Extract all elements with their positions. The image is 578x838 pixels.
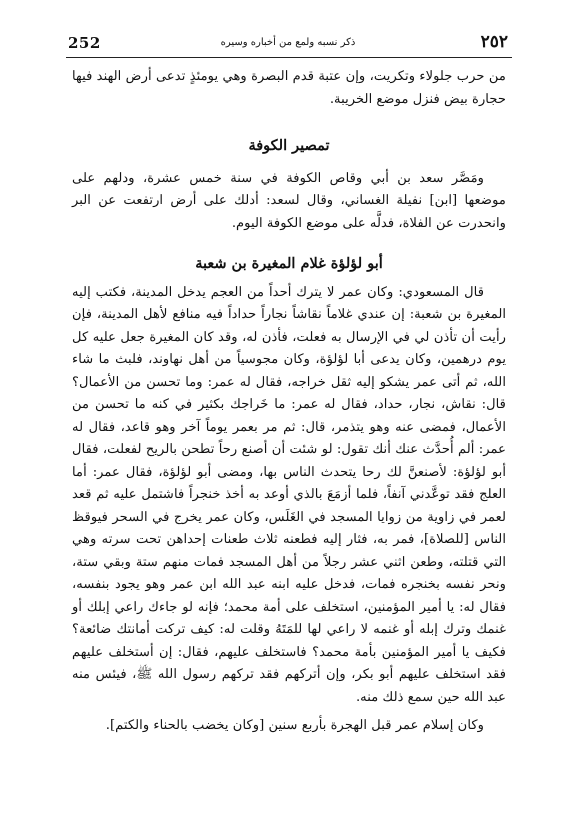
page-number-latin: 252 [68,34,101,52]
paragraph-umar-islam: وكان إسلام عمر قبل الهجرة بأربع سنين [وكان يخضب بالحناء والكتم]. [105,718,484,733]
page-number-arabic: ٢٥٢ [480,32,508,52]
section-heading-kufa: تمصير الكوفة [248,137,330,154]
paragraph-continuation: من حرب جلولاء وتكريت، وإن عتبة قدم البصرة وهي يومئذٍ تدعى أرض الهند فيها حجارة بيض فنزل موضع الخريبة. [72,69,506,107]
page-header [68,30,508,56]
page-body [72,66,506,738]
paragraph-kufa: ومَصَّر سعد بن أبي وقاص الكوفة في سنة خمس عشرة، ودلهم على موضعها [ابن] نفيلة الغساني، وقال لسعد: أدلك على أرض ارتفعت عن البر وانحدرت عن الفلاة، فدلَّه على موضع الكوفة اليوم. [72,170,506,231]
header-rule [66,57,512,58]
running-head: ذكر نسبه ولمع من أخباره وسيره [220,37,356,48]
section-heading-abu-lulua: أبو لؤلؤة غلام المغيرة بن شعبة [195,255,383,272]
paragraph-abu-lulua: قال المسعودي: وكان عمر لا يترك أحداً من العجم يدخل المدينة، فكتب إليه المغيرة بن شعبة: إن عندي غلاماً نقاشاً نجاراً حداداً فيه منافع لأهل المدينة، فإن رأيت أن تأذن لي في الإرسال به فعلت، فأذن له، وقد كان المغيرة جعل عليه كل يوم درهمين، وكان يدعى أبا لؤلؤة، وكان مجوسياً من أهل نهاوند، فلبث ما شاء الله، ثم أتى عمر يشكو إليه ثقل خراجه، فقال له عمر: وما تحسن من الأعمال؟ قال: نقاش، نجار، حداد، فقال له عمر: ما خَراجك بكثير في كنه ما تحسن من الأعمال، فمضى عنه وهو يتذمر، قال: ثم مر بعمر يوماً آخر وهو قاعد، فقال له عمر: ألم أُحدَّث عنك أنك تقول: لو شئت أن أصنع رحاً تطحن بالريح لفعلت، فقال أبو لؤلؤة: لأصنعنَّ لك رحا يتحدث الناس بها، ومضى أبو لؤلؤة، فقال عمر: أما العلج فقد توعَّدني آنفاً، فلما أزمَعَ بالذي أوعد به أخذ خنجراً فاشتمل عليه ثم قعد لعمر في زاوية من زوايا المسجد في الغَلَس، وكان عمر يخرج في السحر فيوقظ الناس [للصلاة]، فمر به، فثار إليه فطعنه ثلاث طعنات إحداهن تحت سرته وهي التي قتلته، وطعن اثني عشر رجلاً من أهل المسجد فمات منهم ستة وبقي ستة، ونحر نفسه بخنجره فمات، فدخل عليه ابنه عبد الله ابن عمر وهو يجود بنفسه، فقال له: يا أمير المؤمنين، استخلف على أمة محمد؛ فإنه لو جاءك راعي إبلك أو غنمك وترك إبله أو غنمه لا راعي لها للمَتَهُ وقلت له: كيف تركت أمانتك ضائعة؟ فكيف يا أمير المؤمنين بأمة محمد؟ فاستخلف عليهم، فقال: إن أستخلف عليهم فقد استخلف عليهم أبو بكر، وإن أتركهم فقد تركهم رسول الله ﷺ، فيئس منه عبد الله حين سمع ذلك منه. [72,284,506,705]
